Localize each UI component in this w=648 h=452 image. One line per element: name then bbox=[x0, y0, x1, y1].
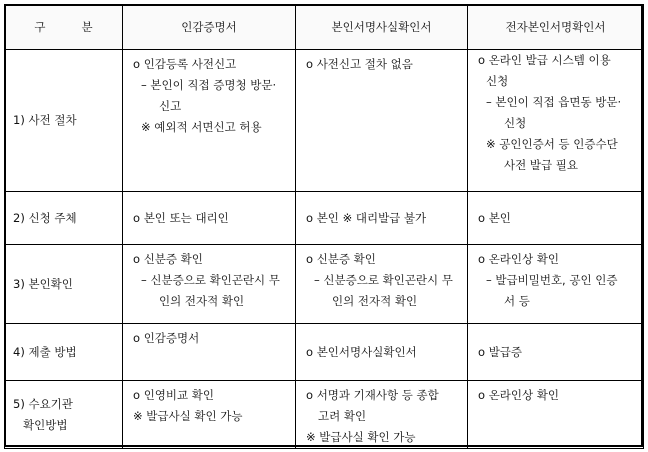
row-label: 1) 사전 절차 bbox=[5, 50, 123, 192]
cell-line: – 신분증으로 확인곤란시 무 bbox=[141, 273, 280, 287]
row-label-line: 확인방법 bbox=[23, 417, 68, 432]
cell-line: 인의 전자적 확인 bbox=[159, 294, 245, 308]
cell-line: – 신분증으로 확인곤란시 무 bbox=[314, 273, 453, 287]
cell-line: o 사전신고 절차 없음 bbox=[306, 57, 413, 71]
cell-line: o 온라인상 확인 bbox=[478, 388, 560, 402]
cell-line: o 발급증 bbox=[478, 344, 523, 359]
cell-line: 신청 bbox=[486, 74, 509, 88]
header-category-part1: 구 bbox=[34, 19, 46, 34]
cell-line: ※ 예외적 서면신고 허용 bbox=[141, 120, 262, 134]
cell-line: o 본인 bbox=[478, 210, 511, 225]
cell-line: – 본인이 직접 읍면동 방문· bbox=[486, 95, 622, 109]
cell-line: ※ 발급사실 확인 가능 bbox=[133, 409, 243, 423]
cell-line: o 인감등록 사전신고 bbox=[133, 57, 237, 71]
cell-line: o 본인 또는 대리인 bbox=[133, 210, 229, 225]
cell-line: o 온라인상 확인 bbox=[478, 252, 560, 266]
cell-line: – 발급비밀번호, 공인 인증 bbox=[486, 273, 618, 287]
cell-line: o 온라인 발급 시스템 이용 bbox=[478, 53, 611, 67]
cell-line: 신고 bbox=[159, 99, 182, 113]
cell-line: o 신분증 확인 bbox=[133, 252, 203, 266]
row-label-line: 5) 수요기관 bbox=[13, 396, 73, 411]
cell-line: ※ 발급사실 확인 가능 bbox=[306, 430, 416, 444]
cell-line: o 신분증 확인 bbox=[306, 252, 376, 266]
cell-line: – 본인이 직접 증명청 방문· bbox=[141, 78, 277, 92]
cell-line: o 인영비교 확인 bbox=[133, 388, 215, 402]
cell-line: 신청 bbox=[504, 116, 527, 130]
cell-line: 서 등 bbox=[504, 294, 530, 308]
header-col2: 본인서명사실확인서 bbox=[296, 5, 468, 50]
row-label: 2) 신청 주체 bbox=[5, 192, 123, 245]
cell-line: o 본인서명사실확인서 bbox=[306, 344, 417, 359]
cell-line: ※ 공인인증서 등 인증수단 bbox=[486, 137, 618, 151]
row-label: 4) 제출 방법 bbox=[5, 324, 123, 381]
cell-line: o 서명과 기재사항 등 종합 bbox=[306, 388, 439, 402]
cell-line: 사전 발급 필요 bbox=[504, 158, 578, 172]
cell-line: o 본인 ※ 대리발급 불가 bbox=[306, 210, 427, 225]
header-col3: 전자본인서명확인서 bbox=[468, 5, 644, 50]
cell-line: 고려 확인 bbox=[318, 409, 367, 423]
row-label: 3) 본인확인 bbox=[5, 245, 123, 324]
header-category-part2: 분 bbox=[81, 19, 93, 34]
cell-line: 인의 전자적 확인 bbox=[332, 294, 418, 308]
cell-line: o 인감증명서 bbox=[133, 331, 200, 345]
table-outer-border bbox=[4, 4, 643, 447]
header-col1: 인감증명서 bbox=[123, 5, 296, 50]
